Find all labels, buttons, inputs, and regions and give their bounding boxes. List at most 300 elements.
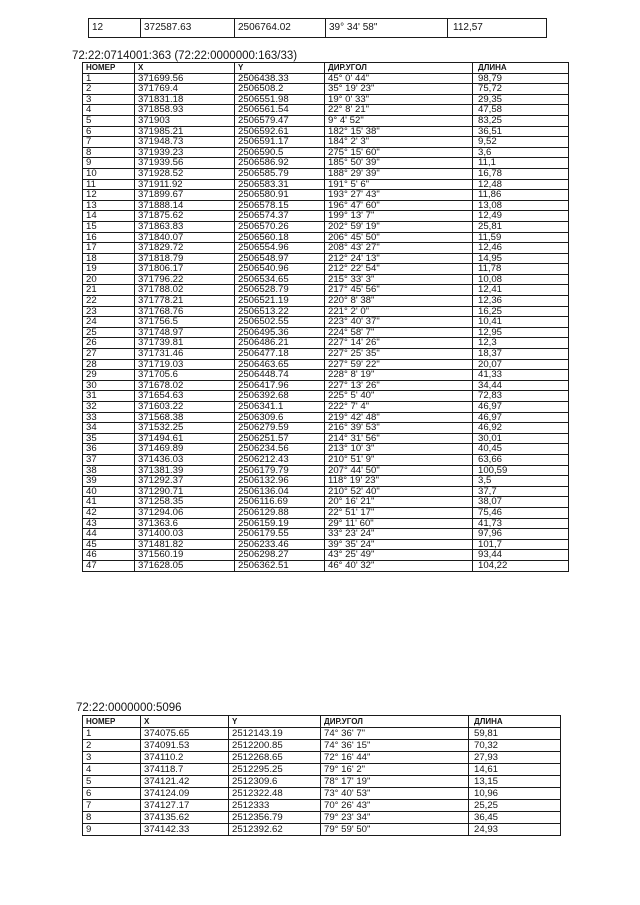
cell-x: 372587.63 (141, 19, 235, 38)
cell-x: 371939.23 (135, 147, 235, 158)
cell-y: 2506448.74 (235, 370, 325, 381)
cell-x: 371875.62 (135, 211, 235, 222)
cell-direction-angle: 79° 59' 50" (321, 824, 469, 836)
cell-y: 2506179.79 (235, 465, 325, 476)
table-row (83, 380, 569, 391)
cell-length: 46,97 (473, 402, 569, 413)
cell-y: 2506548.97 (235, 253, 325, 264)
cell-direction-angle: 191° 5' 6" (325, 179, 473, 190)
cell-direction-angle: 39° 35' 24" (325, 539, 473, 550)
cell-direction-angle: 210° 52' 40" (325, 486, 473, 497)
cell-y: 2506592.61 (235, 126, 325, 137)
cell-length: 72,83 (473, 391, 569, 402)
cell-number: 31 (83, 391, 135, 402)
cell-x: 371903 (135, 115, 235, 126)
cell-y: 2506534.65 (235, 274, 325, 285)
cell-direction-angle: 35° 19' 23" (325, 84, 473, 95)
cell-length: 13,15 (469, 776, 561, 788)
cell-length: 12,49 (473, 211, 569, 222)
cell-direction-angle: 215° 33' 3" (325, 274, 473, 285)
cell-length: 16,25 (473, 306, 569, 317)
cell-number: 7 (83, 137, 135, 148)
cell-length: 98,79 (473, 73, 569, 84)
table-row (83, 370, 569, 381)
table-row (83, 518, 569, 529)
cell-y: 2506116.69 (235, 497, 325, 508)
cell-direction-angle: 45° 0' 44" (325, 73, 473, 84)
header-direction-angle: ДИР.УГОЛ (321, 716, 469, 728)
cell-number: 13 (83, 200, 135, 211)
cell-x: 371796.22 (135, 274, 235, 285)
cell-x: 371928.52 (135, 168, 235, 179)
cell-y: 2512200.85 (229, 740, 321, 752)
cell-y: 2506279.59 (235, 423, 325, 434)
cell-y: 2506528.79 (235, 285, 325, 296)
section1-title: 72:22:0714001:363 (72:22:0000000:163/33) (72, 50, 298, 62)
cell-x: 371840.07 (135, 232, 235, 243)
cell-length: 36,45 (469, 812, 561, 824)
cell-x: 371603.22 (135, 402, 235, 413)
header-x: X (135, 63, 235, 74)
table-row (83, 764, 561, 776)
cell-x: 374075.65 (141, 728, 229, 740)
cell-number: 33 (83, 412, 135, 423)
table-row (83, 158, 569, 169)
cell-length: 36,51 (473, 126, 569, 137)
cell-direction-angle: 70° 26' 43" (321, 800, 469, 812)
cell-number: 36 (83, 444, 135, 455)
cell-length: 70,32 (469, 740, 561, 752)
cell-x: 374121.42 (141, 776, 229, 788)
cell-direction-angle: 227° 13' 26" (325, 380, 473, 391)
cell-y: 2506561.54 (235, 105, 325, 116)
cell-y: 2506362.51 (235, 560, 325, 571)
cell-length: 24,93 (469, 824, 561, 836)
table-row (83, 317, 569, 328)
cell-length: 75,72 (473, 84, 569, 95)
cell-x: 371778.21 (135, 296, 235, 307)
table-row (83, 560, 569, 571)
cell-length: 10,08 (473, 274, 569, 285)
cell-x: 371911.92 (135, 179, 235, 190)
header-number: НОМЕР (83, 716, 141, 728)
cell-number: 4 (83, 105, 135, 116)
cell-x: 374118.7 (141, 764, 229, 776)
cell-direction-angle: 185° 50' 39" (325, 158, 473, 169)
table-row (83, 476, 569, 487)
cell-number: 40 (83, 486, 135, 497)
cell-y: 2512309.6 (229, 776, 321, 788)
cell-number: 15 (83, 221, 135, 232)
cell-length: 97,96 (473, 529, 569, 540)
cell-direction-angle: 212° 22' 54" (325, 264, 473, 275)
cell-number: 27 (83, 349, 135, 360)
cell-x: 371705.6 (135, 370, 235, 381)
cell-direction-angle: 33° 23' 24" (325, 529, 473, 540)
cell-direction-angle: 210° 51' 9" (325, 454, 473, 465)
cell-length: 100,59 (473, 465, 569, 476)
cell-x: 371568.38 (135, 412, 235, 423)
cell-y: 2506764.02 (235, 19, 326, 38)
cell-y: 2506463.65 (235, 359, 325, 370)
cell-y: 2506136.04 (235, 486, 325, 497)
cell-direction-angle: 216° 39' 53" (325, 423, 473, 434)
table-row (83, 412, 569, 423)
cell-length: 40,45 (473, 444, 569, 455)
table-row (83, 402, 569, 413)
cell-number: 8 (83, 147, 135, 158)
cell-length: 30,01 (473, 433, 569, 444)
table-row (83, 740, 561, 752)
cell-direction-angle: 202° 59' 19" (325, 221, 473, 232)
cell-y: 2506129.88 (235, 507, 325, 518)
cell-number: 47 (83, 560, 135, 571)
cell-length: 93,44 (473, 550, 569, 561)
cell-x: 371532.25 (135, 423, 235, 434)
cell-direction-angle: 20° 16' 21" (325, 497, 473, 508)
cell-x: 371858.93 (135, 105, 235, 116)
cell-number: 16 (83, 232, 135, 243)
header-number: НОМЕР (83, 63, 135, 74)
cell-y: 2506234.56 (235, 444, 325, 455)
cell-length: 12,3 (473, 338, 569, 349)
cell-length: 63,66 (473, 454, 569, 465)
cell-x: 371939.56 (135, 158, 235, 169)
cell-x: 371768.76 (135, 306, 235, 317)
cell-y: 2506585.79 (235, 168, 325, 179)
cell-direction-angle: 9° 4' 52" (325, 115, 473, 126)
cell-y: 2506540.96 (235, 264, 325, 275)
cell-number: 32 (83, 402, 135, 413)
cell-y: 2506212.43 (235, 454, 325, 465)
cell-number: 12 (83, 190, 135, 201)
cell-direction-angle: 43° 25' 49" (325, 550, 473, 561)
cell-x: 371863.83 (135, 221, 235, 232)
cell-length: 18,37 (473, 349, 569, 360)
table-row (83, 73, 569, 84)
cell-number: 1 (83, 728, 141, 740)
table-row (83, 285, 569, 296)
table-row (83, 728, 561, 740)
cell-direction-angle: 227° 59' 22" (325, 359, 473, 370)
cell-y: 2506132.96 (235, 476, 325, 487)
cell-y: 2506586.92 (235, 158, 325, 169)
cell-x: 374142.33 (141, 824, 229, 836)
cell-number: 4 (83, 764, 141, 776)
cell-x: 371769.4 (135, 84, 235, 95)
cell-number: 18 (83, 253, 135, 264)
cell-y: 2506583.31 (235, 179, 325, 190)
cell-y: 2506578.15 (235, 200, 325, 211)
cell-length: 11,59 (473, 232, 569, 243)
cell-x: 371560.19 (135, 550, 235, 561)
cell-x: 374091.53 (141, 740, 229, 752)
cell-x: 371699.56 (135, 73, 235, 84)
top-continuation-table (88, 18, 547, 38)
header-length: ДЛИНА (469, 716, 561, 728)
cell-number: 22 (83, 296, 135, 307)
cell-number: 34 (83, 423, 135, 434)
cell-number: 6 (83, 126, 135, 137)
section1-coordinates-table (82, 62, 569, 572)
table-row (83, 539, 569, 550)
cell-x: 371748.97 (135, 327, 235, 338)
table-row (83, 200, 569, 211)
cell-number: 7 (83, 800, 141, 812)
cell-direction-angle: 206° 45' 50" (325, 232, 473, 243)
table-row (83, 190, 569, 201)
cell-length: 12,48 (473, 179, 569, 190)
cell-number: 9 (83, 824, 141, 836)
table-header-row (83, 63, 569, 74)
cell-x: 371719.03 (135, 359, 235, 370)
cell-x: 371888.14 (135, 200, 235, 211)
section2-title: 72:22:0000000:5096 (76, 702, 182, 714)
cell-x: 371654.63 (135, 391, 235, 402)
table-row (83, 349, 569, 360)
header-length: ДЛИНА (473, 63, 569, 74)
cell-x: 371806.17 (135, 264, 235, 275)
table-row (83, 529, 569, 540)
cell-length: 34,44 (473, 380, 569, 391)
table-row (83, 423, 569, 434)
table-row (83, 752, 561, 764)
table-row (83, 211, 569, 222)
cell-x: 374135.62 (141, 812, 229, 824)
cell-length: 14,95 (473, 253, 569, 264)
cell-y: 2506521.19 (235, 296, 325, 307)
cell-y: 2506309.6 (235, 412, 325, 423)
cell-direction-angle: 79° 23' 34" (321, 812, 469, 824)
table-row (83, 824, 561, 836)
cell-length: 29,35 (473, 94, 569, 105)
cell-length: 11,1 (473, 158, 569, 169)
cell-number: 14 (83, 211, 135, 222)
cell-direction-angle: 227° 25' 35" (325, 349, 473, 360)
cell-direction-angle: 227° 14' 26" (325, 338, 473, 349)
cell-x: 374124.09 (141, 788, 229, 800)
cell-number: 43 (83, 518, 135, 529)
section2-coordinates-table (82, 715, 561, 836)
cell-y: 2506508.2 (235, 84, 325, 95)
cell-number: 45 (83, 539, 135, 550)
cell-direction-angle: 225° 5' 40" (325, 391, 473, 402)
cell-number: 5 (83, 115, 135, 126)
cell-number: 9 (83, 158, 135, 169)
table-row (83, 253, 569, 264)
cell-y: 2506574.37 (235, 211, 325, 222)
cell-x: 371831.18 (135, 94, 235, 105)
cell-number: 5 (83, 776, 141, 788)
cell-direction-angle: 212° 24' 13" (325, 253, 473, 264)
table-row (83, 221, 569, 232)
table-row (83, 391, 569, 402)
cell-x: 371494.61 (135, 433, 235, 444)
table-row (83, 179, 569, 190)
cell-y: 2512322.48 (229, 788, 321, 800)
cell-length: 59,81 (469, 728, 561, 740)
cell-length: 20,07 (473, 359, 569, 370)
cell-direction-angle: 19° 0' 33" (325, 94, 473, 105)
cell-length: 47,58 (473, 105, 569, 116)
cell-number: 41 (83, 497, 135, 508)
cell-length: 3,6 (473, 147, 569, 158)
cell-length: 101,7 (473, 539, 569, 550)
cell-x: 371756.5 (135, 317, 235, 328)
cell-number: 20 (83, 274, 135, 285)
table-row (83, 126, 569, 137)
cell-length: 46,97 (473, 412, 569, 423)
table-row (83, 800, 561, 812)
table-row (83, 454, 569, 465)
cell-x: 371731.46 (135, 349, 235, 360)
cell-length: 25,25 (469, 800, 561, 812)
cell-length: 10,96 (469, 788, 561, 800)
cell-direction-angle: 199° 13' 7" (325, 211, 473, 222)
cell-direction-angle: 217° 45' 56" (325, 285, 473, 296)
cell-length: 10,41 (473, 317, 569, 328)
cell-length: 83,25 (473, 115, 569, 126)
cell-number: 23 (83, 306, 135, 317)
cell-number: 2 (83, 740, 141, 752)
header-x: X (141, 716, 229, 728)
table-header-row (83, 716, 561, 728)
table-row (83, 338, 569, 349)
cell-y: 2506554.96 (235, 243, 325, 254)
cell-number: 37 (83, 454, 135, 465)
cell-number: 21 (83, 285, 135, 296)
cell-direction-angle: 118° 19' 23" (325, 476, 473, 487)
cell-length: 12,95 (473, 327, 569, 338)
cell-x: 371381.39 (135, 465, 235, 476)
cell-length: 16,78 (473, 168, 569, 179)
table-row (83, 776, 561, 788)
header-direction-angle: ДИР.УГОЛ (325, 63, 473, 74)
cell-length: 27,93 (469, 752, 561, 764)
cell-length: 75,46 (473, 507, 569, 518)
cell-y: 2512295.25 (229, 764, 321, 776)
cell-number: 42 (83, 507, 135, 518)
cell-y: 2506495.36 (235, 327, 325, 338)
cell-direction-angle: 220° 8' 38" (325, 296, 473, 307)
cell-x: 374110.2 (141, 752, 229, 764)
cell-y: 2512333 (229, 800, 321, 812)
table-row (83, 788, 561, 800)
cell-y: 2506502.55 (235, 317, 325, 328)
cell-y: 2506486.21 (235, 338, 325, 349)
cell-y: 2506298.27 (235, 550, 325, 561)
cell-y: 2512392.62 (229, 824, 321, 836)
cell-number: 39 (83, 476, 135, 487)
cell-x: 371292.37 (135, 476, 235, 487)
cell-direction-angle: 74° 36' 7" (321, 728, 469, 740)
cell-y: 2506580.91 (235, 190, 325, 201)
cell-y: 2506579.47 (235, 115, 325, 126)
table-row (83, 444, 569, 455)
cell-y: 2506392.68 (235, 391, 325, 402)
cell-length: 25,81 (473, 221, 569, 232)
cell-length: 112,57 (448, 19, 547, 38)
cell-number: 24 (83, 317, 135, 328)
cell-direction-angle: 222° 7' 4" (325, 402, 473, 413)
cell-x: 371258.35 (135, 497, 235, 508)
cell-direction-angle: 74° 36' 15" (321, 740, 469, 752)
cell-direction-angle: 207° 44' 50" (325, 465, 473, 476)
cell-length: 104,22 (473, 560, 569, 571)
cell-length: 38,07 (473, 497, 569, 508)
cell-x: 371481.82 (135, 539, 235, 550)
cell-y: 2506438.33 (235, 73, 325, 84)
cell-length: 3,5 (473, 476, 569, 487)
cell-x: 371985.21 (135, 126, 235, 137)
cell-x: 371469.89 (135, 444, 235, 455)
cell-number: 3 (83, 752, 141, 764)
table-row (83, 137, 569, 148)
table-row (83, 168, 569, 179)
cell-number: 25 (83, 327, 135, 338)
cell-number: 35 (83, 433, 135, 444)
table-row (83, 497, 569, 508)
cell-direction-angle: 224° 58' 7" (325, 327, 473, 338)
table-row (83, 105, 569, 116)
cell-direction-angle: 221° 2' 0" (325, 306, 473, 317)
cell-length: 13,08 (473, 200, 569, 211)
cell-direction-angle: 182° 15' 38" (325, 126, 473, 137)
table-row (83, 147, 569, 158)
table-row (83, 264, 569, 275)
cell-number: 12 (89, 19, 141, 38)
cell-x: 374127.17 (141, 800, 229, 812)
cell-length: 11,86 (473, 190, 569, 201)
cell-y: 2512268.65 (229, 752, 321, 764)
cell-x: 371400.03 (135, 529, 235, 540)
cell-number: 8 (83, 812, 141, 824)
cell-direction-angle: 188° 29' 39" (325, 168, 473, 179)
cell-y: 2506159.19 (235, 518, 325, 529)
cell-direction-angle: 46° 40' 32" (325, 560, 473, 571)
cell-length: 12,41 (473, 285, 569, 296)
cell-direction-angle: 72° 16' 44" (321, 752, 469, 764)
cell-number: 46 (83, 550, 135, 561)
cell-direction-angle: 29° 11' 60" (325, 518, 473, 529)
table-row (83, 274, 569, 285)
cell-number: 26 (83, 338, 135, 349)
cell-number: 44 (83, 529, 135, 540)
cell-direction-angle: 193° 27' 43" (325, 190, 473, 201)
cell-direction-angle: 73° 40' 53" (321, 788, 469, 800)
cell-y: 2512356.79 (229, 812, 321, 824)
cell-direction-angle: 184° 2' 3" (325, 137, 473, 148)
cell-number: 3 (83, 94, 135, 105)
cell-x: 371294.06 (135, 507, 235, 518)
table-row (83, 94, 569, 105)
cell-direction-angle: 228° 8' 19" (325, 370, 473, 381)
cell-number: 17 (83, 243, 135, 254)
table-row (83, 84, 569, 95)
cell-y: 2512143.19 (229, 728, 321, 740)
cell-number: 10 (83, 168, 135, 179)
header-y: Y (235, 63, 325, 74)
cell-length: 12,36 (473, 296, 569, 307)
cell-number: 2 (83, 84, 135, 95)
cell-number: 6 (83, 788, 141, 800)
table-row (83, 465, 569, 476)
cell-x: 371290.71 (135, 486, 235, 497)
cell-y: 2506179.55 (235, 529, 325, 540)
cell-y: 2506233.46 (235, 539, 325, 550)
cell-length: 41,33 (473, 370, 569, 381)
cell-direction-angle: 79° 16' 2" (321, 764, 469, 776)
